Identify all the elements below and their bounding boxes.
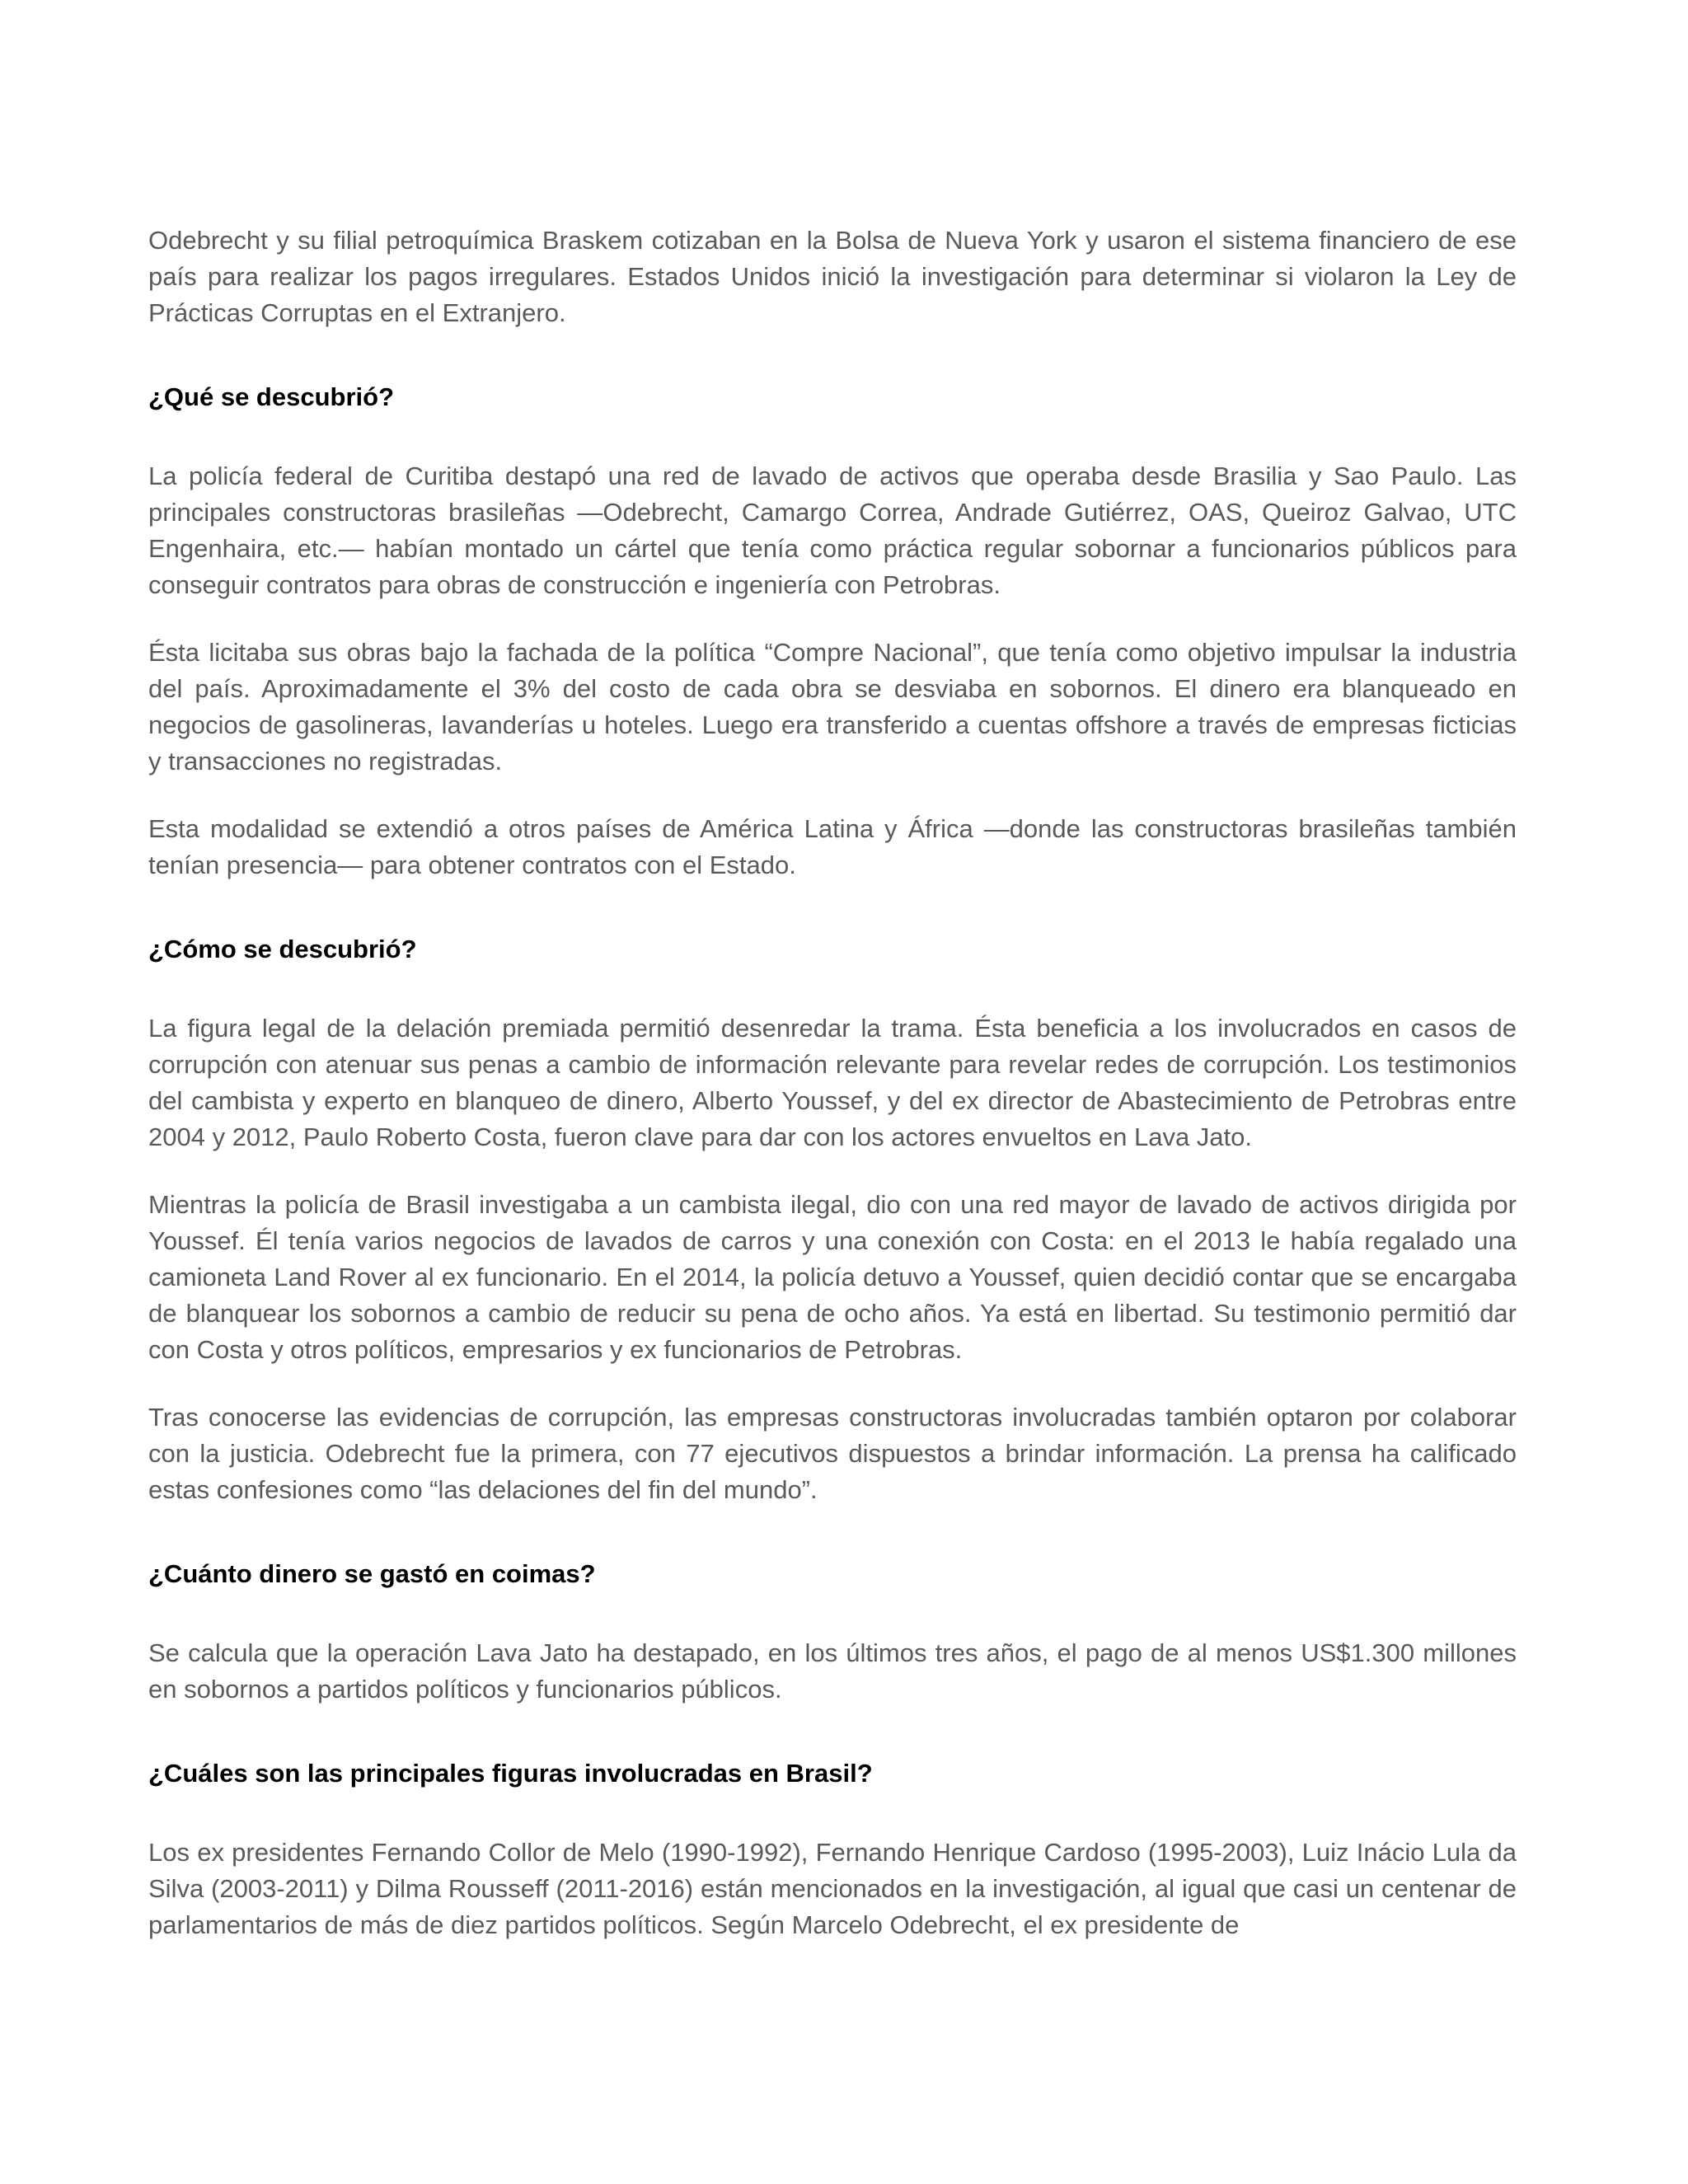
paragraph-ex-presidents: Los ex presidentes Fernando Collor de Melo (1990-1992), Fernando Henrique Cardoso (1995-2003), Luiz Inácio Lula da Silva (2003-2011) y Dilma Rousseff (2011-2016) están mencionados en la investigación, al igual que casi un centenar de parlamentarios de más de diez partidos políticos. Según Marcelo Odebrecht, el ex presidente de <box>148 1838 1517 1939</box>
heading-how-discovered: ¿Cómo se descubrió? <box>148 935 417 963</box>
paragraph-bribe-amount: Se calcula que la operación Lava Jato ha destapado, en los últimos tres años, el pago de al menos US$1.300 millones en sobornos a partidos políticos y funcionarios públicos. <box>148 1638 1517 1704</box>
heading-what-discovered: ¿Qué se descubrió? <box>148 382 395 411</box>
paragraph-financial-system: Odebrecht y su filial petroquímica Braskem cotizaban en la Bolsa de Nueva York y usaron el sistema financiero de ese país para realizar los pagos irregulares. Estados Unidos inició la investigación para determinar si violaron la Ley de Prácticas Corruptas en el Extranjero. <box>148 226 1517 327</box>
paragraph-delacion-premiada: La figura legal de la delación premiada permitió desenredar la trama. Ésta beneficia a los involucrados en casos de corrupción con atenuar sus penas a cambio de información relevante para revelar redes de corrupción. Los testimonios del cambista y experto en blanqueo de dinero, Alberto Youssef, y del ex director de Abastecimiento de Petrobras entre 2004 y 2012, Paulo Roberto Costa, fueron clave para dar con los actores envueltos en Lava Jato. <box>148 1014 1517 1151</box>
paragraph-latin-america-africa: Esta modalidad se extendió a otros países de América Latina y África —donde las constructoras brasileñas también tenían presencia— para obtener contratos con el Estado. <box>148 814 1517 879</box>
heading-how-much-money: ¿Cuánto dinero se gastó en coimas? <box>148 1559 596 1588</box>
heading-main-figures: ¿Cuáles son las principales figuras involucradas en Brasil? <box>148 1759 873 1788</box>
paragraph-youssef-network: Mientras la policía de Brasil investigaba a un cambista ilegal, dio con una red mayor de lavado de activos dirigida por Youssef. Él tenía varios negocios de lavados de carros y una conexión con Costa: en el 2013 le había regalado una camioneta Land Rover al ex funcionario. En el 2014, la policía detuvo a Youssef, quien decidió contar que se encargaba de blanquear los sobornos a cambio de reducir su pena de ocho años. Ya está en libertad. Su testimonio permitió dar con Costa y otros políticos, empresarios y ex funcionarios de Petrobras. <box>148 1190 1517 1364</box>
paragraph-compre-nacional: Ésta licitaba sus obras bajo la fachada de la política “Compre Nacional”, que tenía como objetivo impulsar la industria del país. Aproximadamente el 3% del costo de cada obra se desviaba en sobornos. El dinero era blanqueado en negocios de gasolineras, lavanderías u hoteles. Luego era transferido a cuentas offshore a través de empresas ficticias y transacciones no registradas. <box>148 638 1517 776</box>
paragraph-curitiba-police: La policía federal de Curitiba destapó una red de lavado de activos que operaba desde Brasilia y Sao Paulo. Las principales constructoras brasileñas —Odebrecht, Camargo Correa, Andrade Gutiérrez, OAS, Queiroz Galvao, UTC Engenhaira, etc.— habían montado un cártel que tenía como práctica regular sobornar a funcionarios públicos para conseguir contratos para obras de construcción e ingeniería con Petrobras. <box>148 462 1517 599</box>
document-page <box>148 223 1517 1975</box>
paragraph-constructoras-colaborar: Tras conocerse las evidencias de corrupción, las empresas constructoras involucradas también optaron por colaborar con la justicia. Odebrecht fue la primera, con 77 ejecutivos dispuestos a brindar información. La prensa ha calificado estas confesiones como “las delaciones del fin del mundo”. <box>148 1403 1517 1504</box>
